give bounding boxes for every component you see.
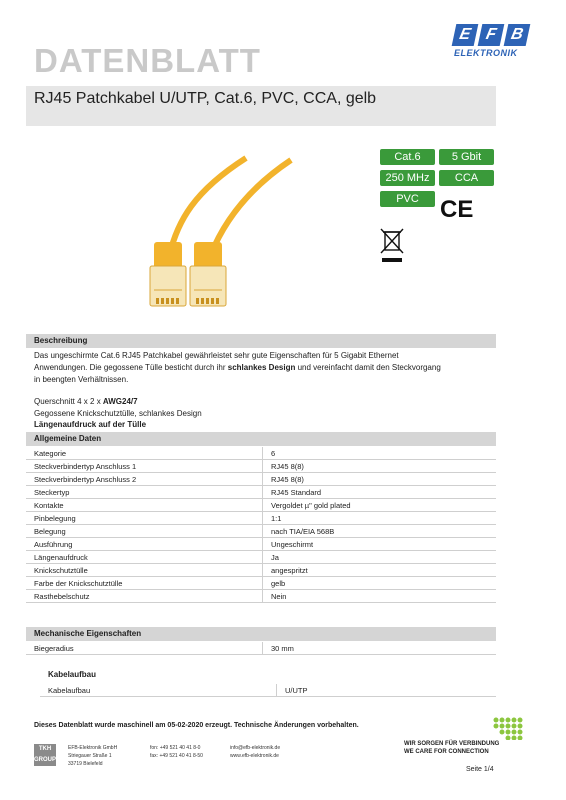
mechanical-table [26,642,496,655]
general-data-table [26,447,496,603]
spec-key: Kategorie [26,447,263,460]
slogan-en: WE CARE FOR CONNECTION [404,749,489,755]
tkh-logo: TKH GROUP [34,744,56,766]
footer-address [68,744,117,768]
website-link[interactable]: www.efb-elektronik.de [230,753,279,759]
badge-frequency: 250 MHz [380,170,435,186]
footer-web [230,744,280,760]
description-line-2 [34,362,441,374]
spec-key: Längenaufdruck [26,551,263,564]
spec-key: Knickschutztülle [26,564,263,577]
fax-line: fax: +49 521 40 41 8-50 [150,753,203,759]
table-row [26,460,496,473]
footer-note: Dieses Datenblatt wurde maschinell am 05-02-2020 erzeugt. Technische Änderungen vorbehalten. [34,722,359,729]
page-title: DATENBLATT [34,42,261,79]
section-cable-heading: Kabelaufbau [48,670,97,679]
logo-subtext: ELEKTRONIK [454,48,518,58]
product-image [96,150,326,320]
table-row [26,642,496,655]
spec-value: Ja [263,551,497,564]
table-row [26,525,496,538]
description-bold: schlankes Design [227,363,296,372]
cross-section-label: Querschnitt 4 x 2 x [34,397,103,406]
product-subtitle: RJ45 Patchkabel U/UTP, Cat.6, PVC, CCA, gelb [34,90,377,107]
table-row [40,684,496,697]
table-row [26,512,496,525]
email-link[interactable]: info@efb-elektronik.de [230,745,281,751]
subtitle-bar [26,86,496,126]
table-row [26,590,496,603]
section-general-heading: Allgemeine Daten [26,432,496,446]
table-row [26,486,496,499]
badge-conductor: CCA [439,170,494,186]
address-line: EFB-Elektronik GmbH [68,745,118,751]
table-row [26,447,496,460]
table-row [26,538,496,551]
section-mechanical-heading: Mechanische Eigenschaften [26,627,496,641]
logo-letter-f: F [478,24,505,46]
section-description-heading: Beschreibung [26,334,496,348]
spec-key: Belegung [26,525,263,538]
spec-value: gelb [263,577,497,590]
badge-jacket: PVC [380,191,435,207]
spec-key: Rasthebelschutz [26,590,263,603]
feature-2: Längenaufdruck auf der Tülle [34,420,147,429]
slogan [404,740,499,756]
dots-logo-icon [492,716,524,740]
table-row [26,564,496,577]
description-text: und vereinfacht damit den Steckvorgang [295,363,441,372]
logo-letter-b: B [504,24,531,46]
cross-section-value: AWG24/7 [102,397,138,406]
spec-value: RJ45 Standard [263,486,497,499]
cable-table [40,684,496,697]
spec-value: Ungeschirmt [263,538,497,551]
weee-icon [380,228,404,264]
spec-value: 1:1 [263,512,497,525]
description-line-3: in beengten Verhältnissen. [34,375,129,384]
spec-key: Ausführung [26,538,263,551]
address-line: Striegauer Straße 1 [68,753,112,759]
spec-value: 6 [263,447,497,460]
page-number: Seite 1/4 [466,766,494,773]
spec-key: Biegeradius [26,642,263,655]
address-line: 33719 Bielefeld [68,761,103,767]
spec-key: Farbe der Knickschutztülle [26,577,263,590]
table-row [26,577,496,590]
spec-key: Steckverbindertyp Anschluss 1 [26,460,263,473]
spec-value: nach TIA/EIA 568B [263,525,497,538]
description-line-1: Das ungeschirmte Cat.6 RJ45 Patchkabel gewährleistet sehr gute Eigenschaften für 5 Gigabit Ethernet [34,351,399,360]
phone-line: fon: +49 521 40 41 8-0 [150,745,201,751]
ce-mark: CE [440,196,474,223]
spec-value: Nein [263,590,497,603]
badge-speed: 5 Gbit [439,149,494,165]
spec-value: Vergoldet µ" gold plated [263,499,497,512]
table-row [26,499,496,512]
spec-value: RJ45 8(8) [263,473,497,486]
table-row [26,551,496,564]
spec-key: Steckertyp [26,486,263,499]
spec-value: RJ45 8(8) [263,460,497,473]
spec-key: Kabelaufbau [40,684,277,697]
table-row [26,473,496,486]
spec-key: Kontakte [26,499,263,512]
logo-letter-e: E [452,24,479,46]
badge-category: Cat.6 [380,149,435,165]
description-text: Anwendungen. Die gegossene Tülle besticht durch ihr [34,363,228,372]
spec-key: Pinbelegung [26,512,263,525]
spec-value: U/UTP [277,684,497,697]
cross-section [34,396,138,408]
slogan-de: WIR SORGEN FÜR VERBINDUNG [404,741,500,747]
spec-value: angespritzt [263,564,497,577]
feature-1: Gegossene Knickschutztülle, schlankes Design [34,409,202,418]
spec-key: Steckverbindertyp Anschluss 2 [26,473,263,486]
efb-logo [440,24,540,74]
footer-phone [150,744,203,760]
spec-value: 30 mm [263,642,497,655]
